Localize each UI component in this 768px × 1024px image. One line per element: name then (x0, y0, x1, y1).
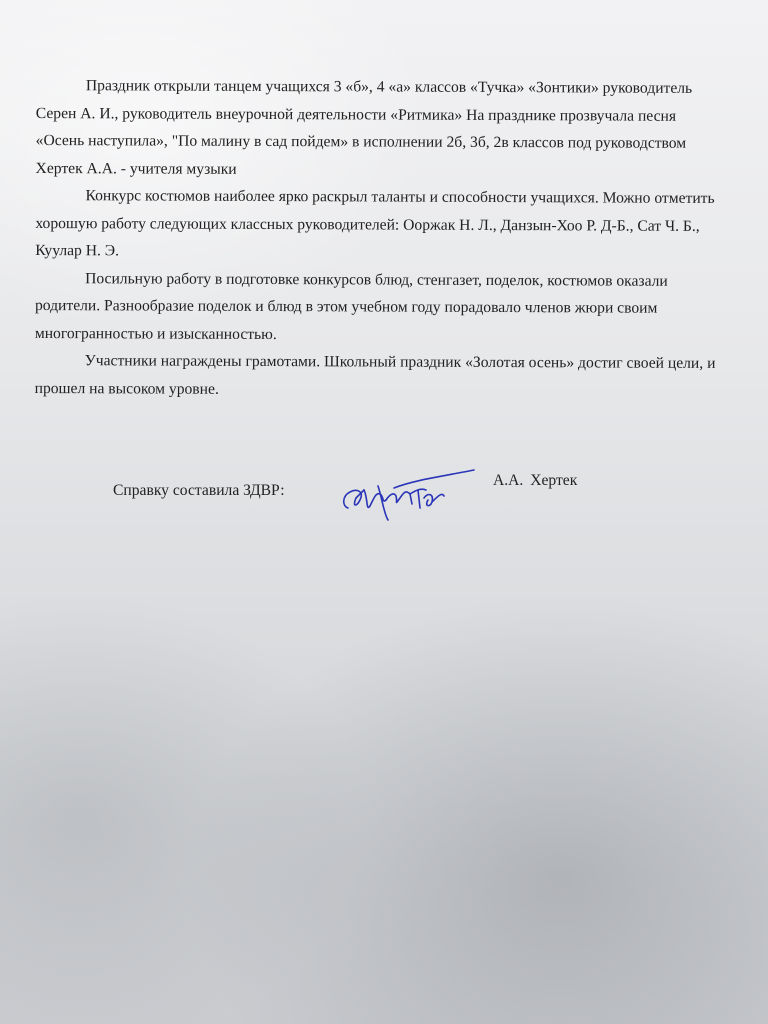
paragraph-costume-contest: Конкурс костюмов наиболее ярко раскрыл таланты и способности учащихся. Можно отметить хорошую работу следующих классных руководителей: Ооржак Н. Л., Данзын-Хоо Р. Д-Б., Сат Ч. Б., Куулар Н. Э. (35, 187, 715, 260)
paragraph-parents-help: Посильную работу в подготовке конкурсов блюд, стенгазет, поделок, костюмов оказали родители. Разнообразие поделок и блюд в этом учебном году порадовало членов жюри своим многогранностью и изысканностью. (34, 269, 668, 343)
handwritten-signature (334, 468, 484, 526)
signature-label: Справку составила ЗДВР: (113, 482, 285, 499)
document-body (35, 72, 726, 405)
paragraph-conclusion: Участники награждены грамотами. Школьный праздник «Золотая осень» достиг своей цели, и прошел на высоком уровне. (34, 352, 716, 398)
paragraph-opening: Праздник открыли танцем учащихся 3 «б», 4 «а» классов «Тучка» «Зонтики» руководитель Серен А. И., руководитель внеурочной деятельности «Ритмика» На празднике прозвучала песня «Осень наступила», "По малину в сад пойдем» в исполнении 2б, 3б, 2в классов под руководством Хертек А.А. - учителя музыки (35, 77, 693, 178)
signatory-name: А.А. Хертек (493, 472, 578, 489)
signature-row (0, 468, 768, 528)
